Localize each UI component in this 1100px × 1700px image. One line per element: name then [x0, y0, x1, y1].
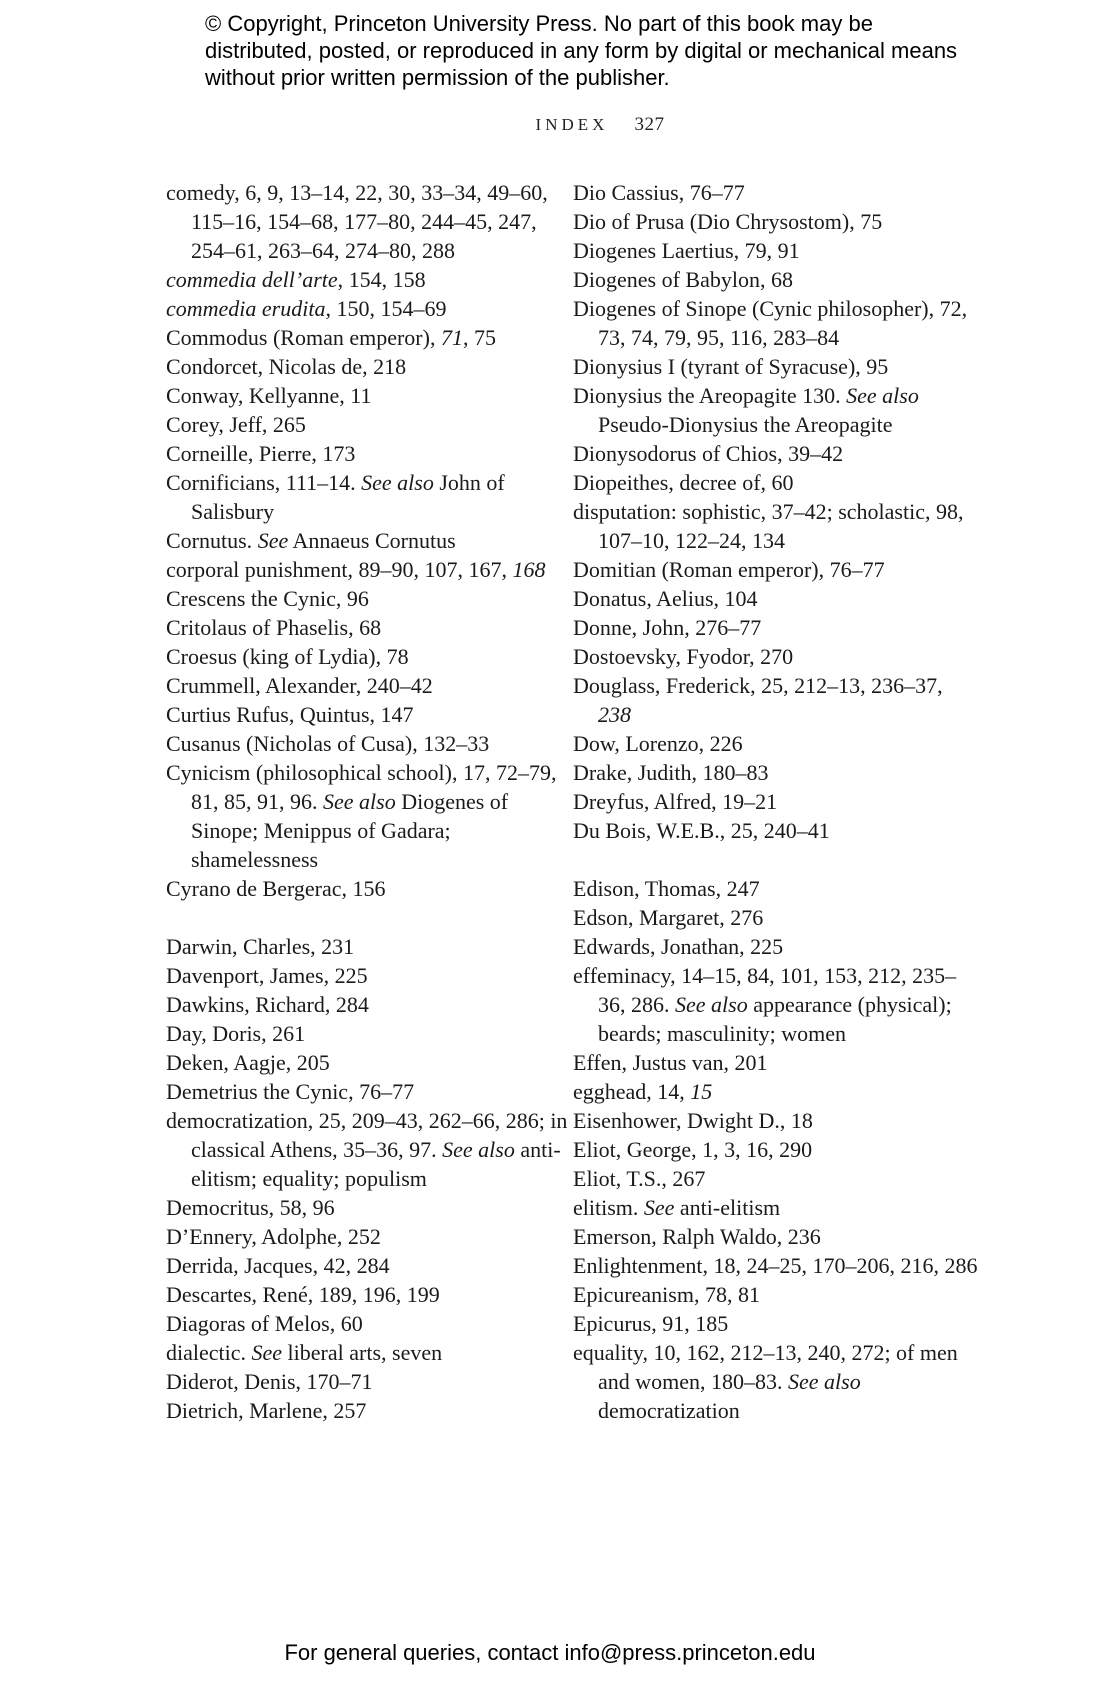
index-entry: Crummell, Alexander, 240–42: [166, 673, 433, 698]
index-entry: corporal punishment, 89–90, 107, 167, 168: [166, 557, 546, 582]
index-entry: Epicureanism, 78, 81: [573, 1282, 760, 1307]
index-entry: Diderot, Denis, 170–71: [166, 1369, 373, 1394]
index-entry: Dawkins, Richard, 284: [166, 992, 369, 1017]
index-entry: Dionysius the Areopagite 130. See also Pseudo-Dionysius the Areopagite: [573, 383, 919, 437]
index-entry: Dio Cassius, 76–77: [573, 180, 745, 205]
index-entry: Curtius Rufus, Quintus, 147: [166, 702, 414, 727]
index-entry: Corneille, Pierre, 173: [166, 441, 356, 466]
index-entry: Du Bois, W.E.B., 25, 240–41: [573, 818, 830, 843]
index-entry: commedia dell’arte, 154, 158: [166, 267, 426, 292]
copyright-notice: © Copyright, Princeton University Press. No part of this book may be distributed, posted, or reproduced in any form by digital or mechanical means without prior written permission of the publisher.: [205, 11, 958, 90]
index-entry: Dow, Lorenzo, 226: [573, 731, 743, 756]
index-entry: Crescens the Cynic, 96: [166, 586, 369, 611]
index-entry: Diagoras of Melos, 60: [166, 1311, 363, 1336]
index-entry: Edwards, Jonathan, 225: [573, 934, 784, 959]
index-entry: Dreyfus, Alfred, 19–21: [573, 789, 778, 814]
index-entry: Epicurus, 91, 185: [573, 1311, 729, 1336]
page-number: 327: [634, 114, 665, 135]
index-entry: Dietrich, Marlene, 257: [166, 1398, 367, 1423]
index-entry: Effen, Justus van, 201: [573, 1050, 768, 1075]
index-entry: Davenport, James, 225: [166, 963, 368, 988]
index-entry: Conway, Kellyanne, 11: [166, 383, 372, 408]
index-entry: Donatus, Aelius, 104: [573, 586, 758, 611]
index-entry: Edson, Margaret, 276: [573, 905, 764, 930]
index-entry: equality, 10, 162, 212–13, 240, 272; of men and women, 180–83. See also democratization: [573, 1340, 958, 1423]
index-entry: Deken, Aagje, 205: [166, 1050, 330, 1075]
index-entry: Emerson, Ralph Waldo, 236: [573, 1224, 821, 1249]
index-entry: Corey, Jeff, 265: [166, 412, 306, 437]
index-entry: Dostoevsky, Fyodor, 270: [573, 644, 794, 669]
index-entry: Demetrius the Cynic, 76–77: [166, 1079, 415, 1104]
index-entry: Dio of Prusa (Dio Chrysostom), 75: [573, 209, 883, 234]
index-entry: Dionysodorus of Chios, 39–42: [573, 441, 844, 466]
index-entry: D’Ennery, Adolphe, 252: [166, 1224, 381, 1249]
index-entry: disputation: sophistic, 37–42; scholastic, 98, 107–10, 122–24, 134: [573, 499, 964, 553]
index-entry: Douglass, Frederick, 25, 212–13, 236–37, 238: [573, 673, 943, 727]
index-entry: Drake, Judith, 180–83: [573, 760, 769, 785]
index-entry: Cynicism (philosophical school), 17, 72–79, 81, 85, 91, 96. See also Diogenes of Sinope; Menippus of Gadara; shamelessness: [166, 760, 557, 872]
index-entry: Eisenhower, Dwight D., 18: [573, 1108, 813, 1133]
index-entry: Dionysius I (tyrant of Syracuse), 95: [573, 354, 889, 379]
index-entry: Croesus (king of Lydia), 78: [166, 644, 409, 669]
running-head-title: INDEX: [535, 115, 609, 134]
index-entry: Donne, John, 276–77: [573, 615, 762, 640]
index-entry: effeminacy, 14–15, 84, 101, 153, 212, 235–36, 286. See also appearance (physical); beards; masculinity; women: [573, 963, 957, 1046]
index-entry: Day, Doris, 261: [166, 1021, 306, 1046]
running-head: [0, 114, 1100, 136]
index-entry: Diopeithes, decree of, 60: [573, 470, 794, 495]
index-entry: Condorcet, Nicolas de, 218: [166, 354, 407, 379]
index-entry: Cusanus (Nicholas of Cusa), 132–33: [166, 731, 490, 756]
index-entry: commedia erudita, 150, 154–69: [166, 296, 447, 321]
index-entry: Commodus (Roman emperor), 71, 75: [166, 325, 496, 350]
index-entry: Descartes, René, 189, 196, 199: [166, 1282, 440, 1307]
index-entry: Diogenes of Babylon, 68: [573, 267, 793, 292]
index-entry: Domitian (Roman emperor), 76–77: [573, 557, 885, 582]
index-entry: Darwin, Charles, 231: [166, 934, 355, 959]
index-entry: comedy, 6, 9, 13–14, 22, 30, 33–34, 49–60, 115–16, 154–68, 177–80, 244–45, 247, 254–61, 263–64, 274–80, 288: [166, 180, 548, 263]
index-entry: Critolaus of Phaselis, 68: [166, 615, 382, 640]
index-entry: Cyrano de Bergerac, 156: [166, 876, 386, 901]
index-entry: Democritus, 58, 96: [166, 1195, 335, 1220]
index-entry: Eliot, George, 1, 3, 16, 290: [573, 1137, 813, 1162]
index-entry: Edison, Thomas, 247: [573, 876, 760, 901]
index-entry: egghead, 14, 15: [573, 1079, 713, 1104]
index-entry: Cornutus. See Annaeus Cornutus: [166, 528, 456, 553]
index-entry: Enlightenment, 18, 24–25, 170–206, 216, 286: [573, 1253, 978, 1278]
index-entry: Eliot, T.S., 267: [573, 1166, 706, 1191]
index-entry: Cornificians, 111–14. See also John of Salisbury: [166, 470, 505, 524]
index-entry: dialectic. See liberal arts, seven: [166, 1340, 443, 1365]
index-column-right: [573, 178, 978, 1425]
index-entry: elitism. See anti-elitism: [573, 1195, 781, 1220]
index-entry: Diogenes Laertius, 79, 91: [573, 238, 800, 263]
index-column-left: [166, 178, 571, 1425]
index-entry: Diogenes of Sinope (Cynic philosopher), 72, 73, 74, 79, 95, 116, 283–84: [573, 296, 968, 350]
index-entry: democratization, 25, 209–43, 262–66, 286; in classical Athens, 35–36, 97. See also anti-elitism; equality; populism: [166, 1108, 568, 1191]
footer-contact: For general queries, contact info@press.princeton.edu: [284, 1640, 816, 1665]
index-entry: Derrida, Jacques, 42, 284: [166, 1253, 390, 1278]
